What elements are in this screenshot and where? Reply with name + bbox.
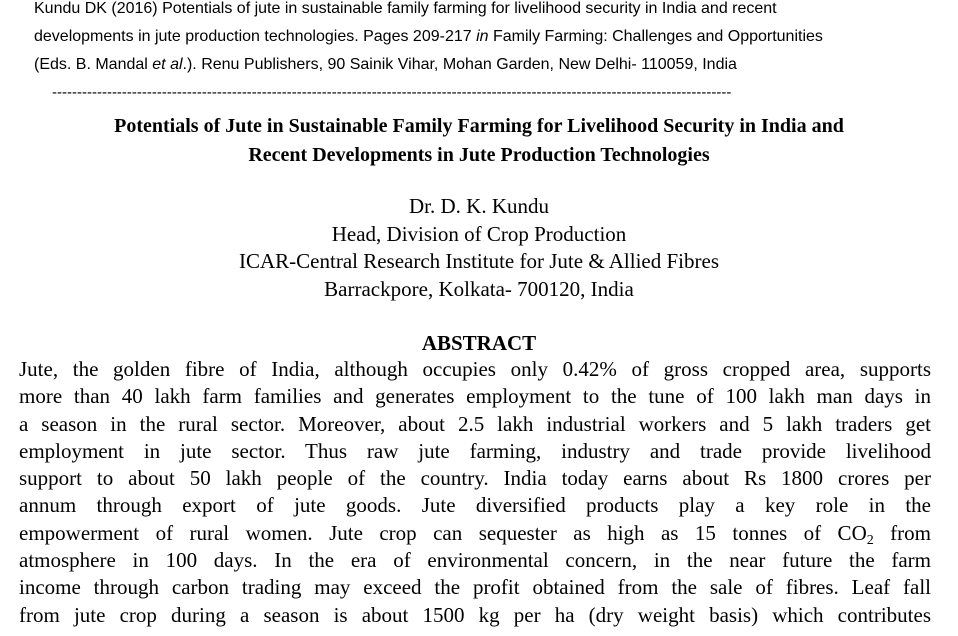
co2-subscript: 2 — [866, 532, 874, 548]
paper-title-line-1: Potentials of Jute in Sustainable Family Farming for Livelihood Security in India and — [114, 115, 844, 137]
abstract-line: from jute crop during a season is about 1500 kg per ha (dry weight basis) which contributes — [19, 602, 931, 627]
abstract-line: support to about 50 lakh people of the country. India today earns about Rs 1800 crores per — [19, 466, 931, 491]
abstract-line-co2-text: empowerment of rural women. Jute crop can sequester as high as 15 tonnes of CO — [19, 520, 867, 545]
citation-line-3-start: (Eds. B. Mandal — [34, 56, 153, 73]
citation-line-2-end: Family Farming: Challenges and Opportunities — [488, 28, 823, 45]
abstract-line: annum through export of jute goods. Jute diversified products play a key role in the — [19, 493, 931, 518]
abstract-line-co2-after: from — [873, 520, 931, 545]
abstract-line: Jute, the golden fibre of India, although occupies only 0.42% of gross cropped area, supports — [19, 357, 931, 381]
citation-et-al-italic: et al — [152, 56, 183, 73]
abstract-line: income through carbon trading may exceed the profit obtained from the sale of fibres. Leaf fall — [19, 575, 931, 600]
dashed-separator: ---------------------------------------------------------------------------------------------------------------------------------------- — [52, 84, 732, 101]
citation-line-2-start: developments in jute production technologies. Pages 209-217 — [34, 28, 477, 45]
abstract-line: atmosphere in 100 days. In the era of environmental concern, in the near future the farm — [19, 548, 931, 573]
citation-block — [34, 0, 944, 79]
paper-title — [20, 112, 938, 170]
author-institute: ICAR-Central Research Institute for Jute & Allied Fibres — [239, 249, 719, 273]
author-position: Head, Division of Crop Production — [331, 221, 627, 246]
abstract-heading: ABSTRACT — [421, 331, 537, 355]
abstract-line: employment in jute sector. Thus raw jute farming, industry and trade provide livelihood — [19, 438, 931, 463]
abstract-line-co2 — [19, 520, 931, 547]
citation-line-1: Kundu DK (2016) Potentials of jute in sustainable family farming for livelihood security in India and recent — [34, 0, 777, 17]
citation-line-2 — [34, 23, 944, 51]
author-name: Dr. D. K. Kundu — [409, 194, 549, 218]
citation-in-italic: in — [476, 28, 489, 45]
paper-title-line-2: Recent Developments in Jute Production Technologies — [248, 144, 710, 166]
citation-line-3-end: .). Renu Publishers, 90 Sainik Vihar, Mohan Garden, New Delhi- 110059, India — [182, 56, 737, 73]
abstract-body — [19, 356, 931, 629]
author-block — [20, 193, 938, 303]
citation-line-3 — [34, 51, 944, 79]
abstract-line: more than 40 lakh farm families and generates employment to the tune of 100 lakh man days in — [19, 384, 931, 409]
author-address: Barrackpore, Kolkata- 700120, India — [324, 276, 634, 301]
abstract-line: a season in the rural sector. Moreover, about 2.5 lakh industrial workers and 5 lakh traders get — [19, 411, 931, 436]
